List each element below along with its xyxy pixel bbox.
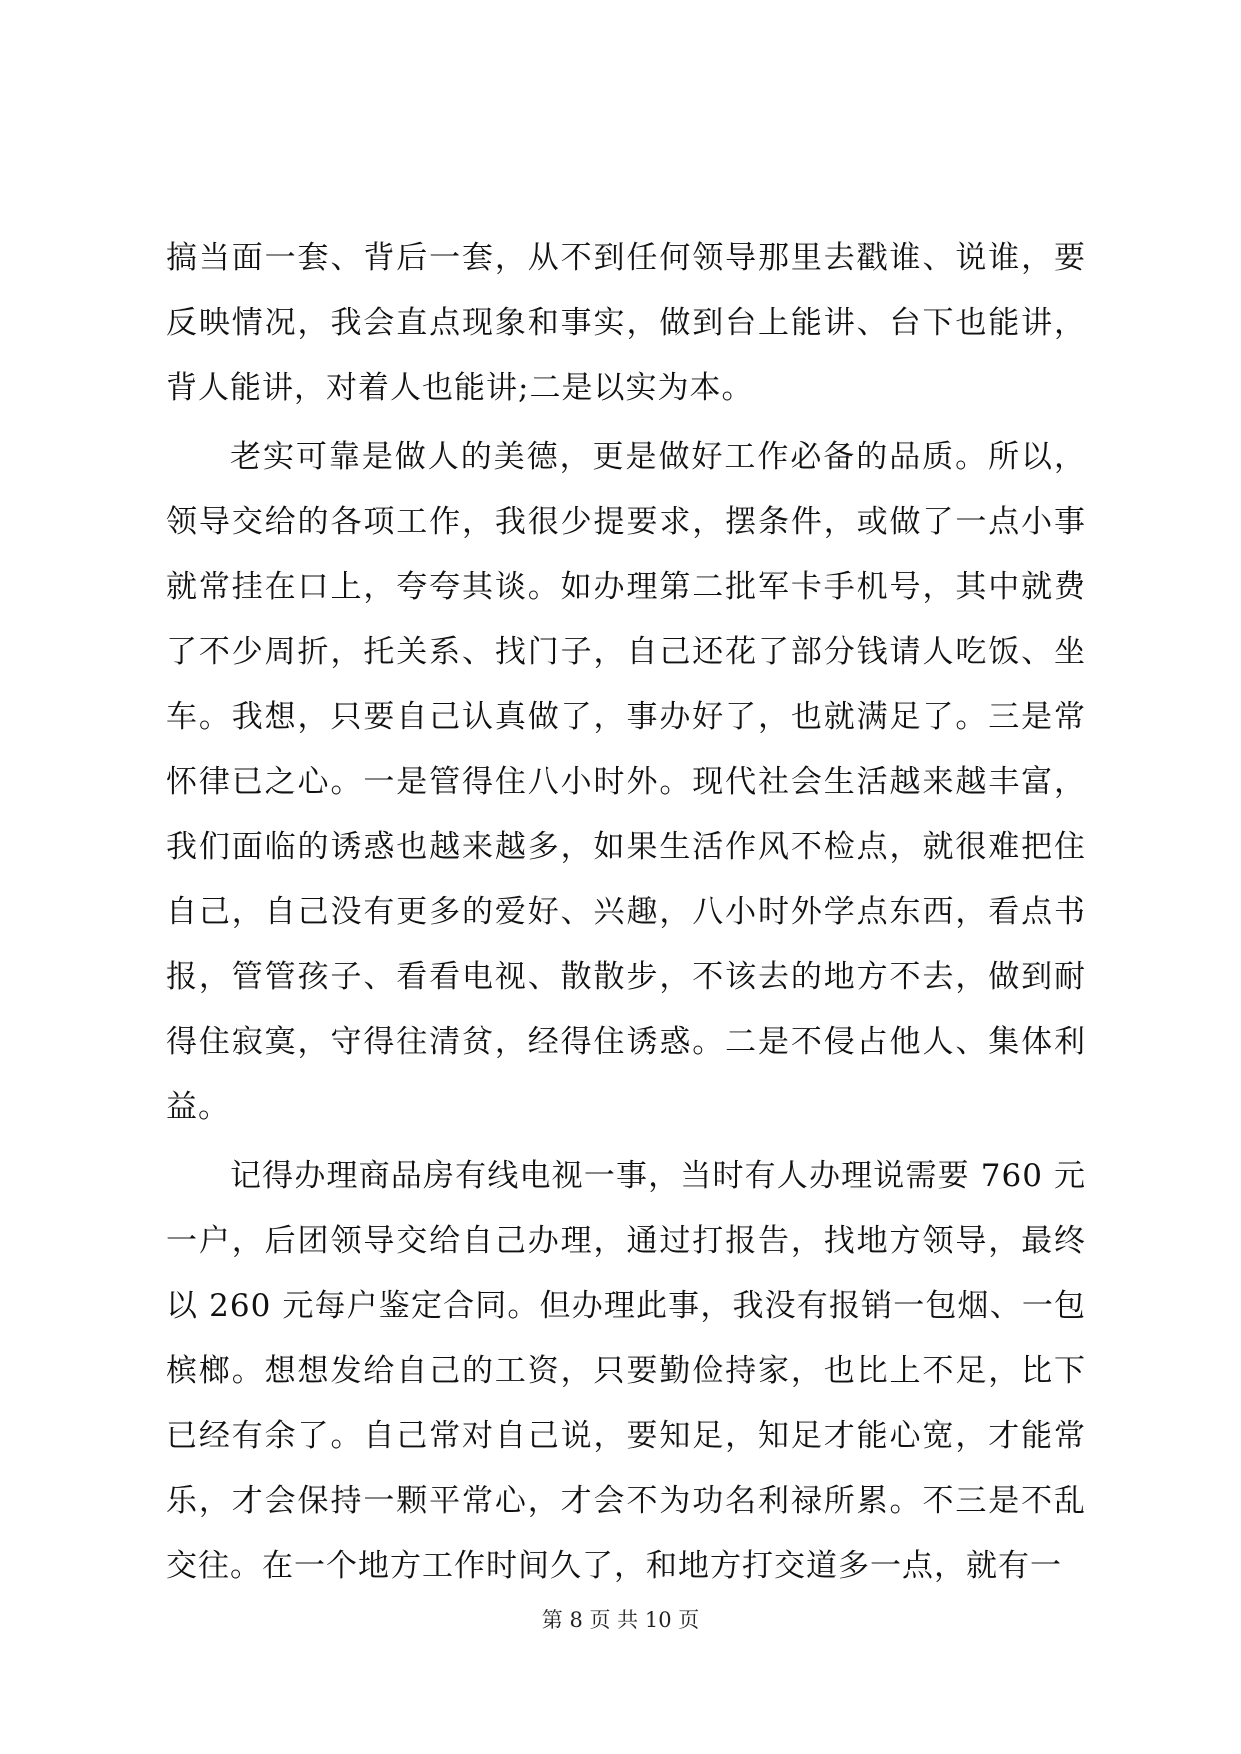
document-body (166, 226, 1086, 1599)
paragraph: 记得办理商品房有线电视一事，当时有人办理说需要 760 元一户，后团领导交给自己办理，通过打报告，找地方领导，最终以 260 元每户鉴定合同。但办理此事，我没有报销一包烟、一包槟榔。想想发给自己的工资，只要勤俭持家，也比上不足，比下已经有余了。自己常对自己说，要知足，知足才能心宽，才能常乐，才会保持一颗平常心，才会不为功名利禄所累。不三是不乱交往。在一个地方工作时间久了，和地方打交道多一点，就有一 (166, 1158, 1086, 1584)
paragraph-continued: 搞当面一套、背后一套，从不到任何领导那里去戳谁、说谁，要反映情况，我会直点现象和事实，做到台上能讲、台下也能讲，背人能讲，对着人也能讲;二是以实为本。 (166, 240, 1086, 406)
paragraph: 老实可靠是做人的美德，更是做好工作必备的品质。所以，领导交给的各项工作，我很少提要求，摆条件，或做了一点小事就常挂在口上，夸夸其谈。如办理第二批军卡手机号，其中就费了不少周折，托关系、找门子，自己还花了部分钱请人吃饭、坐车。我想，只要自己认真做了，事办好了，也就满足了。三是常怀律已之心。一是管得住八小时外。现代社会生活越来越丰富，我们面临的诱惑也越来越多，如果生活作风不检点，就很难把住自己，自己没有更多的爱好、兴趣，八小时外学点东西，看点书报，管管孩子、看看电视、散散步，不该去的地方不去，做到耐得住寂寞，守得往清贫，经得住诱惑。二是不侵占他人、集体利益。 (166, 439, 1086, 1125)
page-number-footer: 第 8 页 共 10 页 (541, 1608, 700, 1632)
